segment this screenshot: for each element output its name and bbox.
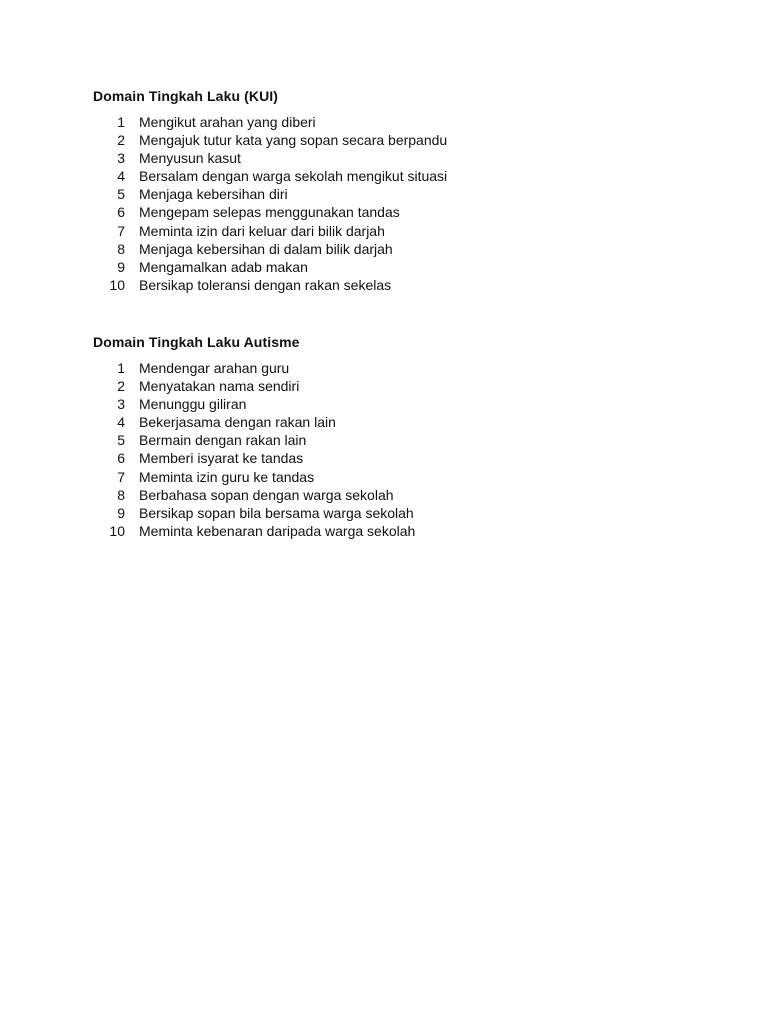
list-item	[93, 131, 447, 149]
list-item	[93, 258, 447, 276]
item-text: Berbahasa sopan dengan warga sekolah	[139, 486, 394, 503]
item-text: Menunggu giliran	[139, 396, 247, 413]
list-item	[93, 413, 415, 431]
item-text: Mendengar arahan guru	[139, 360, 290, 376]
item-number: 2	[117, 378, 125, 395]
item-text: Memberi isyarat ke tandas	[139, 450, 304, 467]
item-text: Meminta kebenaran daripada warga sekolah	[139, 522, 416, 539]
item-text: Meminta izin dari keluar dari bilik darjah	[139, 222, 385, 239]
item-text: Menjaga kebersihan di dalam bilik darjah	[139, 240, 393, 257]
section-heading: Domain Tingkah Laku Autisme	[93, 334, 300, 350]
item-number: 2	[117, 132, 125, 149]
behavior-list	[93, 359, 415, 540]
item-number: 4	[117, 414, 125, 431]
item-text: Mengajuk tutur kata yang sopan secara berpandu	[139, 132, 448, 149]
list-item	[93, 222, 447, 240]
item-number: 9	[117, 258, 125, 275]
behavior-list	[93, 113, 447, 294]
list-item	[93, 167, 447, 185]
item-number: 6	[117, 450, 125, 467]
list-item	[93, 185, 447, 203]
item-text: Mengamalkan adab makan	[139, 258, 308, 275]
item-number: 4	[117, 168, 125, 185]
section-heading: Domain Tingkah Laku (KUI)	[93, 88, 279, 104]
list-item	[93, 486, 415, 504]
item-number: 7	[117, 222, 125, 239]
item-number: 5	[117, 186, 125, 203]
item-text: Bersalam dengan warga sekolah mengikut situasi	[139, 168, 448, 185]
list-item	[93, 431, 415, 449]
item-text: Menyatakan nama sendiri	[139, 378, 300, 395]
list-item	[93, 449, 415, 467]
item-number: 3	[117, 150, 125, 167]
item-text: Menjaga kebersihan diri	[139, 186, 288, 203]
item-number: 1	[117, 114, 125, 130]
item-number: 8	[117, 486, 125, 503]
item-number: 3	[117, 396, 125, 413]
item-number: 1	[117, 360, 125, 376]
list-item	[93, 113, 447, 131]
item-text: Menyusun kasut	[139, 150, 241, 167]
list-item	[93, 149, 447, 167]
item-number: 9	[117, 504, 125, 521]
item-text: Bekerjasama dengan rakan lain	[139, 414, 336, 431]
section-autisme	[93, 333, 415, 540]
item-text: Bersikap toleransi dengan rakan sekelas	[139, 276, 392, 293]
list-item	[93, 504, 415, 522]
item-number: 5	[117, 432, 125, 449]
item-text: Mengepam selepas menggunakan tandas	[139, 204, 400, 221]
item-text: Bermain dengan rakan lain	[139, 432, 307, 449]
list-item	[93, 468, 415, 486]
list-item	[93, 522, 415, 540]
item-number: 10	[109, 276, 125, 293]
list-item	[93, 395, 415, 413]
item-number: 8	[117, 240, 125, 257]
item-text: Bersikap sopan bila bersama warga sekolah	[139, 504, 414, 521]
item-text: Mengikut arahan yang diberi	[139, 114, 316, 130]
list-item	[93, 240, 447, 258]
item-number: 7	[117, 468, 125, 485]
list-item	[93, 359, 415, 377]
item-number: 10	[109, 522, 125, 539]
list-item	[93, 377, 415, 395]
item-number: 6	[117, 204, 125, 221]
list-item	[93, 276, 447, 294]
section-kui	[93, 87, 447, 294]
list-item	[93, 203, 447, 221]
item-text: Meminta izin guru ke tandas	[139, 468, 315, 485]
